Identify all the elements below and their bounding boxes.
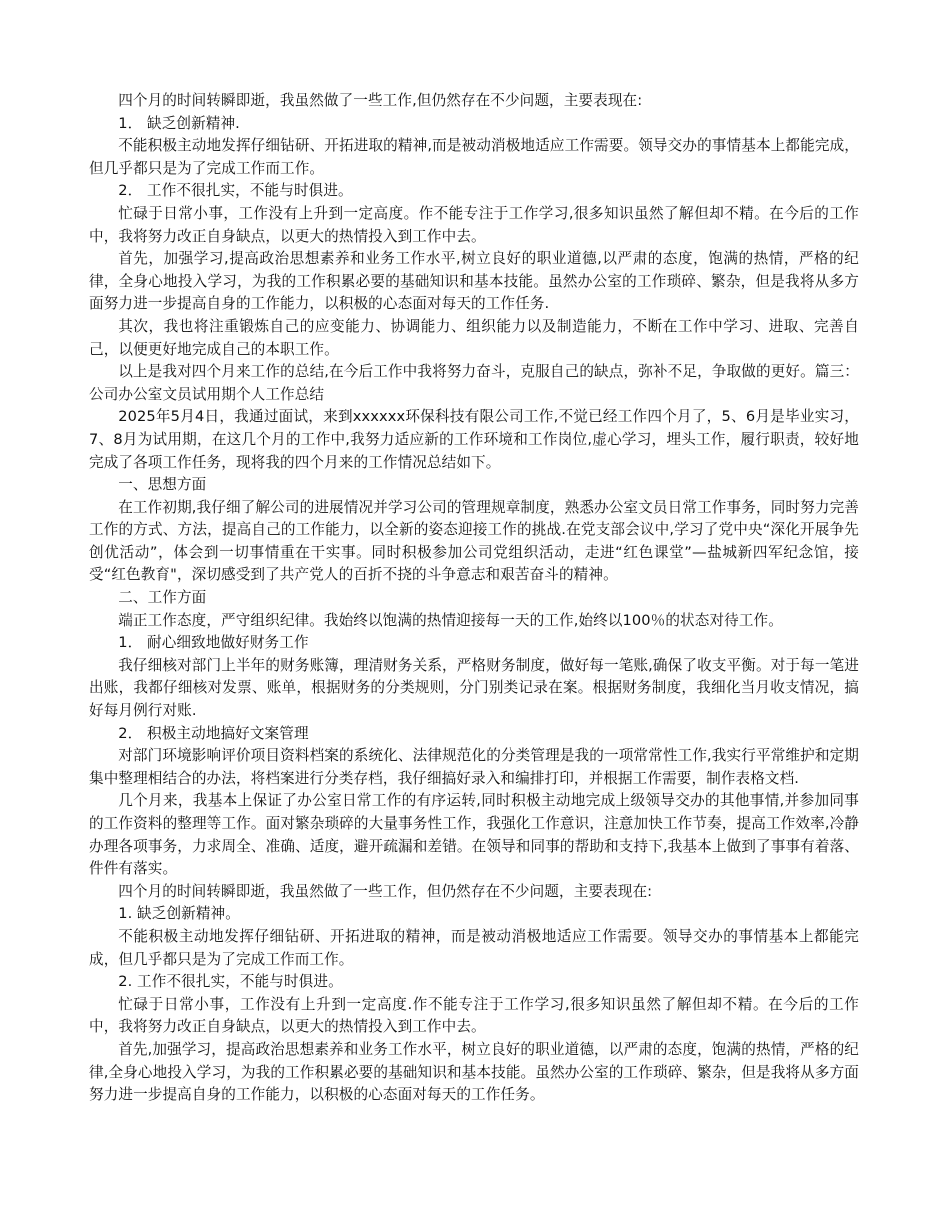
paragraph: 以上是我对四个月来工作的总结,在今后工作中我将努力奋斗，克服自己的缺点，弥补不足，争取做的更好。篇三：公司办公室文员试用期个人工作总结 [89,363,859,403]
paragraph: 2025年5月4日，我通过面试，来到xxxxxx环保科技有限公司工作,不觉已经工作四个月了，5、6月是毕业实习，7、8月为试用期，在这几个月的工作中,我努力适应新的工作环境和工作岗位,虚心学习，埋头工作，履行职责，较好地完成了各项工作任务，现将我的四个月来的工作情况总结如下。 [89,408,859,471]
paragraph: 首先，加强学习,提高政治思想素养和业务工作水平,树立良好的职业道德,以严肃的态度，饱满的热情，严格的纪律，全身心地投入学习，为我的工作积累必要的基础知识和基本技能。虽然办公室的工作琐碎、繁杂，但是我将从多方面努力进一步提高自身的工作能力，以积极的心态面对每天的工作任务. [89,250,859,313]
paragraph: 端正工作态度，严守组织纪律。我始终以饱满的热情迎接每一天的工作,始终以100％的状态对待工作。 [118,611,783,629]
list-heading: 2． 工作不很扎实，不能与时俱进。 [118,182,353,200]
paragraph: 忙碌于日常小事，工作没有上升到一定高度.作不能专注于工作学习,很多知识虽然了解但却不精。在今后的工作中，我将努力改正自身缺点，以更大的热情投入到工作中去。 [89,995,859,1036]
paragraph: 首先,加强学习，提高政治思想素养和业务工作水平，树立良好的职业道德，以严肃的态度，饱满的热情，严格的纪律,全身心地投入学习，为我的工作积累必要的基础知识和基本技能。虽然办公室的工作琐碎、繁杂，但是我将从多方面努力进一步提高自身的工作能力，以积极的心态面对每天的工作任务。 [89,1040,859,1104]
paragraph: 我仔细核对部门上半年的财务账簿，理清财务关系，严格财务制度，做好每一笔账,确保了收支平衡。对于每一笔进出账，我都仔细核对发票、账单，根据财务的分类规则，分门别类记录在案。根据财务制度，我细化当月收支情况，搞好每月例行对账. [89,656,859,720]
list-heading: 1． 耐心细致地做好财务工作 [118,634,309,652]
paragraph: 对部门环境影响评价项目资料档案的系统化、法律规范化的分类管理是我的一项常常性工作,我实行平常维护和定期集中整理相结合的办法，将档案进行分类存档，我仔细搞好录入和编排打印，并根据工作需要，制作表格文档. [89,747,859,787]
paragraph: 在工作初期,我仔细了解公司的进展情况并学习公司的管理规章制度，熟悉办公室文员日常工作事务，同时努力完善工作的方式、方法，提高自己的工作能力，以全新的姿态迎接工作的挑战.在党支部会议中,学习了党中央“深化开展争先创优活动”，体会到一切事情重在干实事。同时积极参加公司党组织活动，走进“红色课堂”—盐城新四军纪念馆，接受“红色教育"，深切感受到了共产党人的百折不挠的斗争意志和艰苦奋斗的精神。 [89,498,859,584]
document-body [89,90,859,1107]
paragraph: 其次，我也将注重锻炼自己的应变能力、协调能力、组织能力以及制造能力，不断在工作中学习、进取、完善自己，以便更好地完成自己的本职工作。 [89,317,859,358]
list-heading: 2. 工作不很扎实，不能与时俱进。 [118,973,343,991]
paragraph: 忙碌于日常小事，工作没有上升到一定高度。作不能专注于工作学习,很多知识虽然了解但却不精。在今后的工作中，我将努力改正自身缺点，以更大的热情投入到工作中去。 [89,204,859,245]
paragraph: 不能积极主动地发挥仔细钻研、开拓进取的精神,而是被动消极地适应工作需要。领导交办的事情基本上都能完成，但几乎都只是为了完成工作而工作。 [89,137,859,177]
list-heading: 1． 缺乏创新精神. [118,114,240,132]
paragraph: 四个月的时间转瞬即逝，我虽然做了一些工作,但仍然存在不少问题，主要表现在: [118,92,643,109]
section-heading: 二、工作方面 [118,589,207,607]
paragraph: 几个月来，我基本上保证了办公室日常工作的有序运转,同时积极主动地完成上级领导交办的其他事情,并参加同事的工作资料的整理等工作。面对繁杂琐碎的大量事务性工作，我强化工作意识，注意加快工作节奏，提高工作效率,冷静办理各项事务，力求周全、准确、适度，避开疏漏和差错。在领导和同事的帮助和支持下,我基本上做到了事事有着落、件件有落实。 [89,792,859,878]
list-heading: 2． 积极主动地搞好文案管理 [118,724,309,742]
paragraph: 不能积极主动地发挥仔细钻研、开拓进取的精神，而是被动消极地适应工作需要。领导交办的事情基本上都能完成，但几乎都只是为了完成工作而工作。 [89,927,859,968]
paragraph: 四个月的时间转瞬即逝，我虽然做了一些工作，但仍然存在不少问题，主要表现在: [118,882,653,900]
list-heading: 1. 缺乏创新精神。 [118,905,240,923]
section-heading: 一、思想方面 [118,476,207,494]
